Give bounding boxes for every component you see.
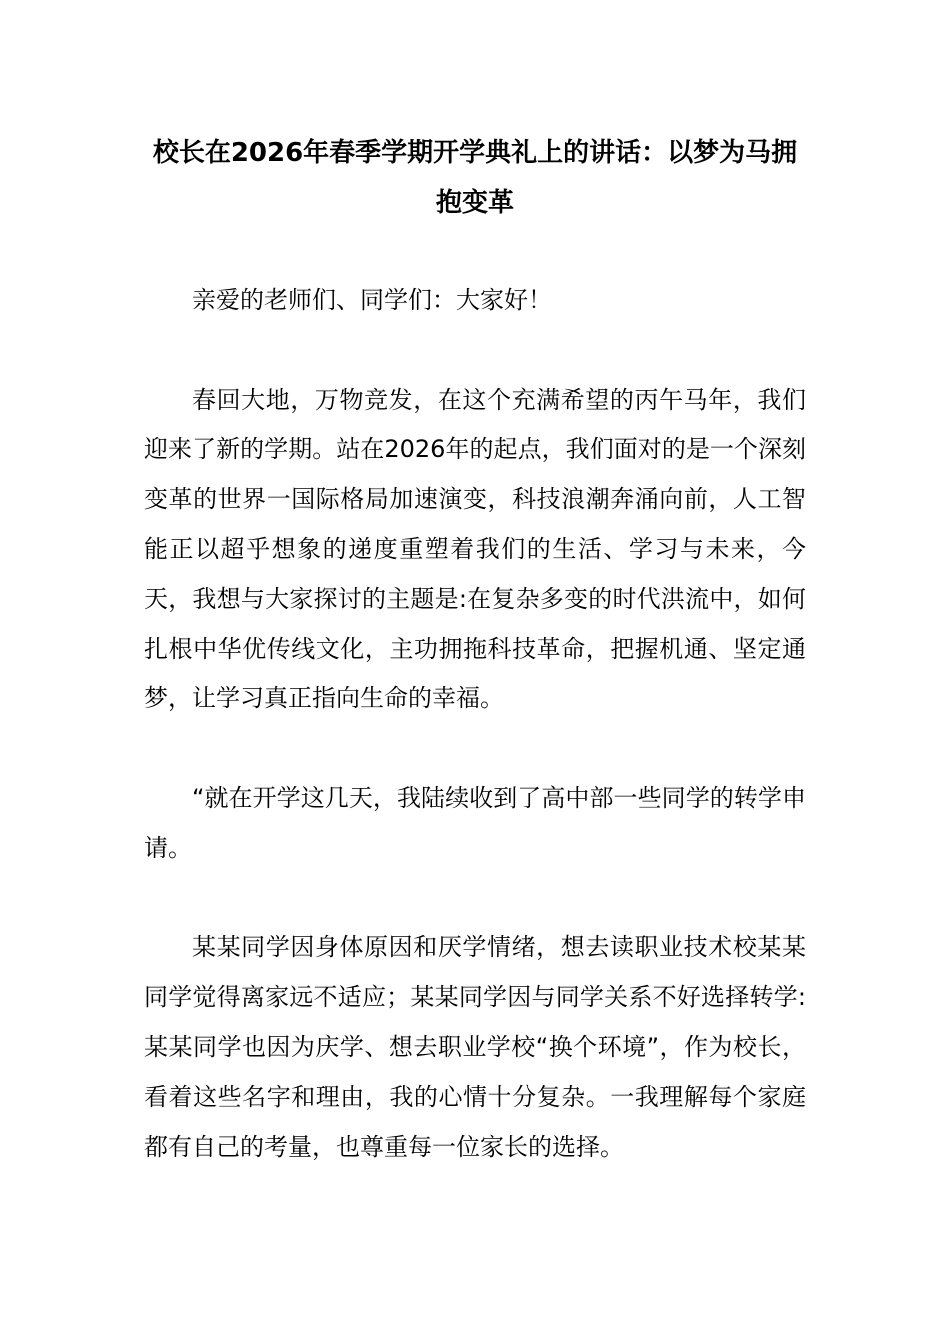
paragraph-transfer: “就在开学这几天，我陆续收到了高中部一些同学的转学申请。 xyxy=(144,783,806,862)
paragraph-greeting: 亲爱的老师们、同学们：大家好！ xyxy=(192,286,552,314)
document-body xyxy=(144,276,806,1222)
document-title: 校长在2026年春季学期开学典礼上的讲话：以梦为马拥抱变革 xyxy=(152,138,798,218)
paragraph-reasons: 某某同学因身体原因和厌学情绪，想去读职业技术校某某同学觉得离家远不适应；某某同学因与同学关系不好选择转学:某某同学也因为庆学、想去职业学校“换个环境”，作为校长，看着这些名字和理由，我的心情十分复杂。一我理解每个家庭都有自己的考量，也尊重每一位家长的选择。 xyxy=(144,933,806,1161)
paragraph-intro: 春回大地，万物竞发，在这个充满希望的丙午马年，我们迎来了新的学期。站在2026年的起点，我们面对的是一个深刻变革的世界一国际格局加速演变，科技浪潮奔涌向前，人工智能正以超乎想象的递度重塑着我们的生活、学习与未来，今天，我想与大家探讨的主题是:在复杂多变的时代洪流中，如何扎根中华优传线文化，主功拥拖科技革命，把握机通、坚定通梦，让学习真正指向生命的幸福。 xyxy=(144,385,806,713)
